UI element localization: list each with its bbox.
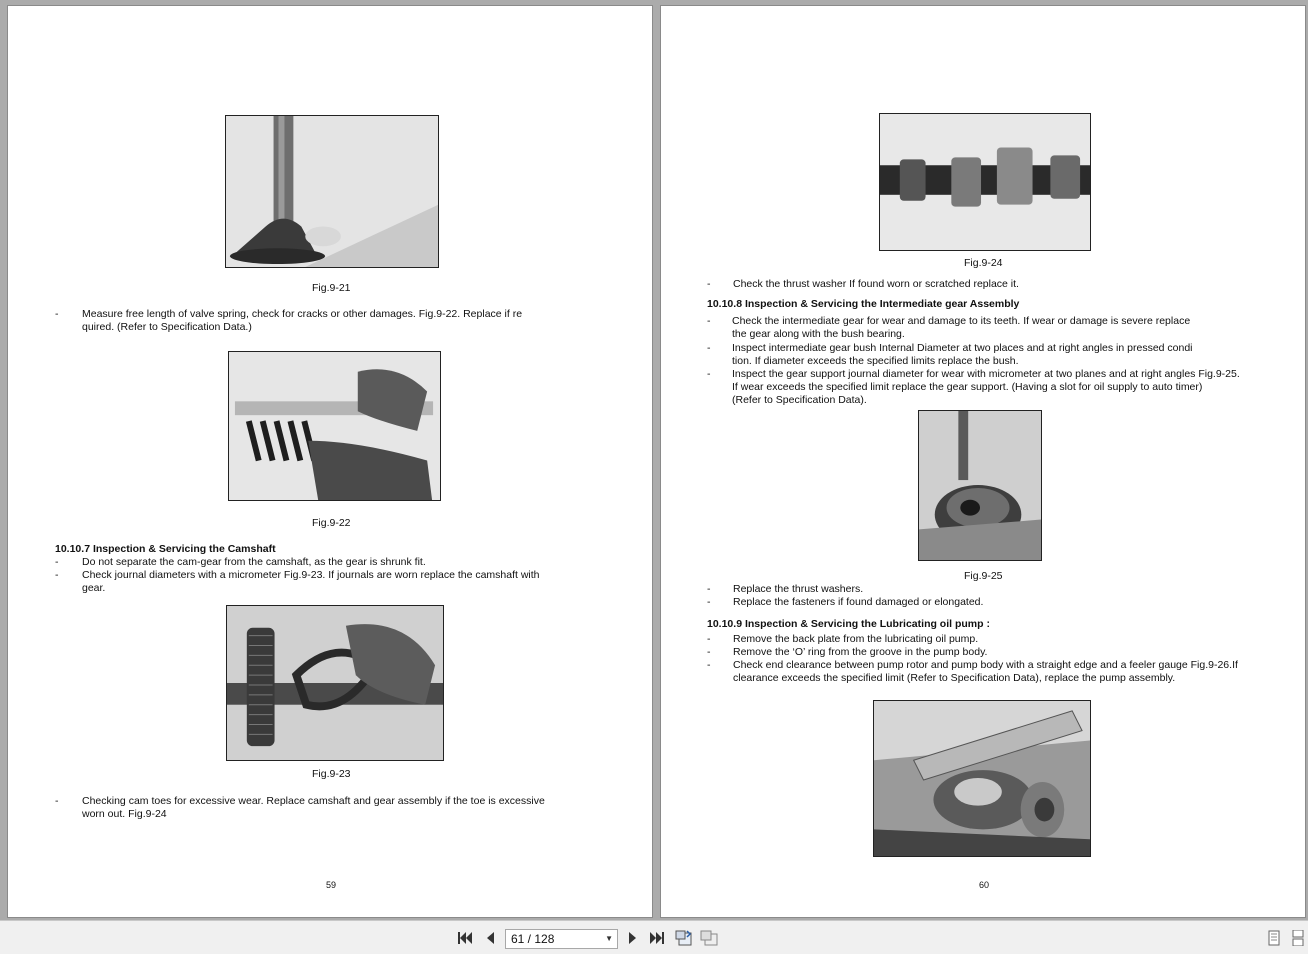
bullet-line: the gear along with the bush bearing. [732,328,905,340]
bullet-line: Check the thrust washer If found worn or scratched replace it. [733,278,1019,290]
bullet-line: quired. (Refer to Specification Data.) [82,321,252,333]
page-number: 60 [979,880,990,890]
bullet-line: Inspect the gear support journal diameter for wear with micrometer at two planes and at right angles Fig.9-25. [732,368,1240,380]
bullet-dash: - [707,583,711,595]
fig-9-22-caption: Fig.9-22 [312,517,351,529]
previous-page-icon[interactable] [481,929,499,947]
fig-9-22-spring-caliper-photo [228,351,441,501]
bullet-dash: - [55,569,59,581]
left-document-page [7,5,653,918]
fig-9-25-gear-support-photo [918,410,1042,561]
fig-9-23-caption: Fig.9-23 [312,768,351,780]
bullet-line: Inspect intermediate gear bush Internal Diameter at two places and at right angles in pressed condi [732,342,1193,354]
bullet-line: Remove the back plate from the lubricating oil pump. [733,633,979,645]
continuous-view-icon[interactable] [1289,929,1307,947]
bullet-line: worn out. Fig.9-24 [82,808,167,820]
bullet-line: Check end clearance between pump rotor and pump body with a straight edge and a feeler gauge Fig.9-26.If [733,659,1238,671]
bullet-dash: - [707,368,711,380]
fig-9-24-caption: Fig.9-24 [964,257,1003,269]
first-page-icon[interactable] [456,929,474,947]
page-number-selector[interactable] [505,929,618,949]
bullet-line: clearance exceeds the specified limit (Refer to Specification Data), replace the pump assembly. [733,672,1176,684]
bullet-line: (Refer to Specification Data). [732,394,867,406]
chevron-down-icon: ▼ [605,934,613,943]
fig-9-25-caption: Fig.9-25 [964,570,1003,582]
bullet-line: If wear exceeds the specified limit replace the gear support. (Having a slot for oil supply to auto timer) [732,381,1203,393]
heading-lubricating-oil-pump: 10.10.9 Inspection & Servicing the Lubricating oil pump : [707,618,990,630]
bullet-line: Check the intermediate gear for wear and damage to its teeth. If wear or damage is severe replace [732,315,1191,327]
bullet-line: tion. If diameter exceeds the specified limits replace the bush. [732,355,1019,367]
bullet-dash: - [707,596,711,608]
heading-camshaft: 10.10.7 Inspection & Servicing the Camshaft [55,543,276,555]
heading-intermediate-gear: 10.10.8 Inspection & Servicing the Intermediate gear Assembly [707,298,1020,310]
bullet-line: gear. [82,582,106,594]
page-number: 59 [326,880,337,890]
bullet-dash: - [707,342,711,354]
bullet-dash: - [707,646,711,658]
bullet-dash: - [707,315,711,327]
bullet-line: Do not separate the cam-gear from the camshaft, as the gear is shrunk fit. [82,556,426,568]
fig-9-26-oil-pump-photo [873,700,1091,857]
bullet-line: Replace the fasteners if found damaged or elongated. [733,596,984,608]
bullet-dash: - [55,795,59,807]
right-document-page [660,5,1306,918]
bullet-line: Remove the ‘O’ ring from the groove in the pump body. [733,646,988,658]
next-page-icon[interactable] [624,929,642,947]
bullet-line: Check journal diameters with a micrometer Fig.9-23. If journals are worn replace the camshaft with [82,569,540,581]
fig-9-24-camshaft-photo [879,113,1091,251]
bullet-line: Checking cam toes for excessive wear. Replace camshaft and gear assembly if the toe is excessive [82,795,545,807]
bullet-line: Measure free length of valve spring, check for cracks or other damages. Fig.9-22. Replace if re [82,308,523,320]
rotate-icon[interactable] [675,929,693,947]
bullet-dash: - [707,278,711,290]
fig-9-23-camshaft-micrometer-photo [226,605,444,761]
page-indicator-text: 61 / 128 [511,932,555,946]
last-page-icon[interactable] [648,929,666,947]
bullet-line: Replace the thrust washers. [733,583,864,595]
single-page-view-icon[interactable] [1265,929,1283,947]
bullet-dash: - [55,556,59,568]
fig-9-21-caption: Fig.9-21 [312,282,351,294]
fit-page-icon[interactable] [700,929,718,947]
bullet-dash: - [707,659,711,671]
bullet-dash: - [55,308,59,320]
pdf-navigation-toolbar [0,920,1308,954]
fig-9-21-valve-photo [225,115,439,268]
bullet-dash: - [707,633,711,645]
